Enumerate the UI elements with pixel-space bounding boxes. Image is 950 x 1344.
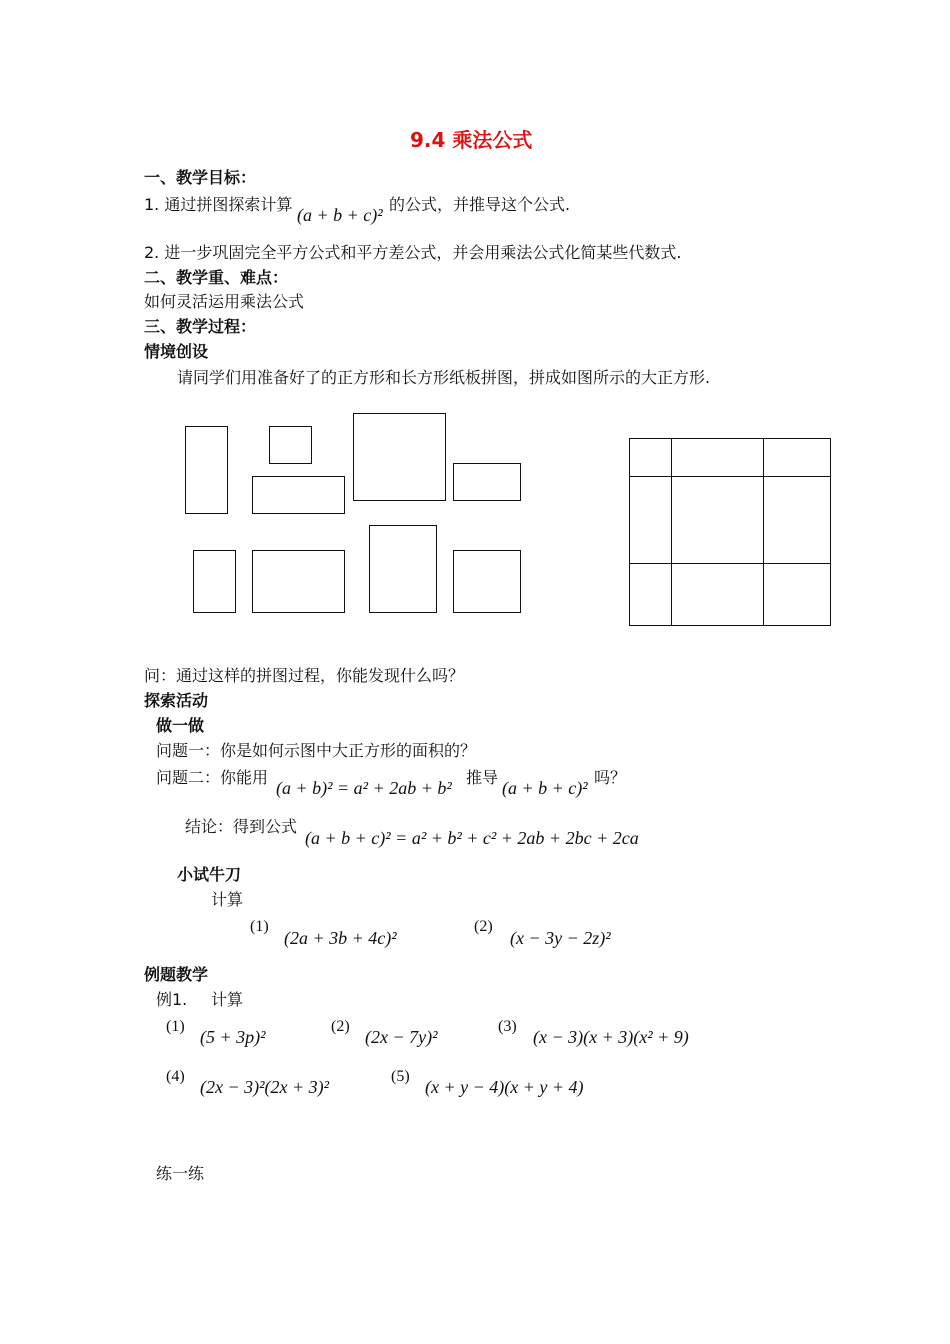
subheading-examples: 例题教学 (144, 965, 209, 984)
subheading-do: 做一做 (156, 716, 205, 735)
tile-rect (369, 525, 437, 613)
key-points-text: 如何灵活运用乘法公式 (144, 292, 305, 311)
tile-rect (193, 550, 236, 613)
goal-1-formula: (a + b + c)² (297, 205, 383, 225)
situation-text: 请同学们用准备好了的正方形和长方形纸板拼图，拼成如图所示的大正方形. (177, 368, 711, 387)
try-item-expression: (2a + 3b + 4c)² (284, 928, 397, 948)
problem-2-formula-1: (a + b)² = a² + 2ab + b² (276, 778, 452, 798)
subheading-try: 小试牛刀 (177, 865, 242, 884)
conclusion-prefix: 结论：得到公式 (185, 817, 298, 836)
section-heading-goals: 一、教学目标： (144, 168, 257, 187)
tile-square-small (269, 426, 312, 464)
try-item-number: (1) (250, 918, 269, 935)
section-heading-key-points: 二、教学重、难点： (144, 268, 289, 287)
problem-2-prefix: 问题二：你能用 (156, 768, 269, 787)
grid-line (629, 563, 831, 564)
grid-line (629, 476, 831, 477)
subheading-practice: 练一练 (156, 1164, 205, 1183)
example-calc-label: 计算 (211, 990, 244, 1009)
goal-1-suffix: 的公式，并推导这个公式. (389, 195, 571, 214)
goal-2-text: 2. 进一步巩固完全平方公式和平方差公式，并会用乘法公式化简某些代数式. (144, 243, 682, 262)
section-heading-process: 三、教学过程： (144, 317, 257, 336)
try-item-expression: (x − 3y − 2z)² (510, 928, 611, 948)
example-1-label: 例1. (156, 990, 188, 1009)
problem-2-mid: 推导 (466, 768, 499, 787)
conclusion-formula: (a + b + c)² = a² + b² + c² + 2ab + 2bc + 2ca (305, 828, 639, 848)
try-item-number: (2) (474, 918, 493, 935)
example-item-expression: (2x − 3)²(2x + 3)² (200, 1077, 330, 1097)
example-item-expression: (2x − 7y)² (365, 1027, 438, 1047)
example-item-number: (4) (166, 1068, 185, 1085)
page-title: 9.4 乘法公式 (410, 128, 533, 152)
tile-rect (185, 426, 228, 514)
tile-rect (453, 550, 521, 613)
problem-2-suffix: 吗？ (594, 768, 627, 787)
problem-1: 问题一：你是如何示图中大正方形的面积的？ (156, 741, 477, 760)
example-item-number: (5) (391, 1068, 410, 1085)
tile-rect (453, 463, 521, 501)
subheading-explore: 探索活动 (144, 691, 209, 710)
grid-line (671, 438, 672, 626)
tile-rect (252, 550, 345, 613)
grid-line (763, 438, 764, 626)
goal-1-text: 1. 通过拼图探索计算 (144, 195, 293, 214)
example-item-number: (3) (498, 1018, 517, 1035)
calc-label: 计算 (211, 890, 244, 909)
example-item-number: (1) (166, 1018, 185, 1035)
question-text: 问：通过这样的拼图过程，你能发现什么吗？ (144, 666, 465, 685)
example-item-number: (2) (331, 1018, 350, 1035)
big-square-outline (629, 438, 831, 626)
problem-2-formula-2: (a + b + c)² (502, 778, 588, 798)
subheading-situation: 情境创设 (144, 342, 209, 361)
example-item-expression: (x + y − 4)(x + y + 4) (425, 1077, 584, 1097)
example-item-expression: (x − 3)(x + 3)(x² + 9) (533, 1027, 689, 1047)
example-item-expression: (5 + 3p)² (200, 1027, 266, 1047)
tile-rect (252, 476, 345, 514)
tile-square-large (353, 413, 446, 501)
